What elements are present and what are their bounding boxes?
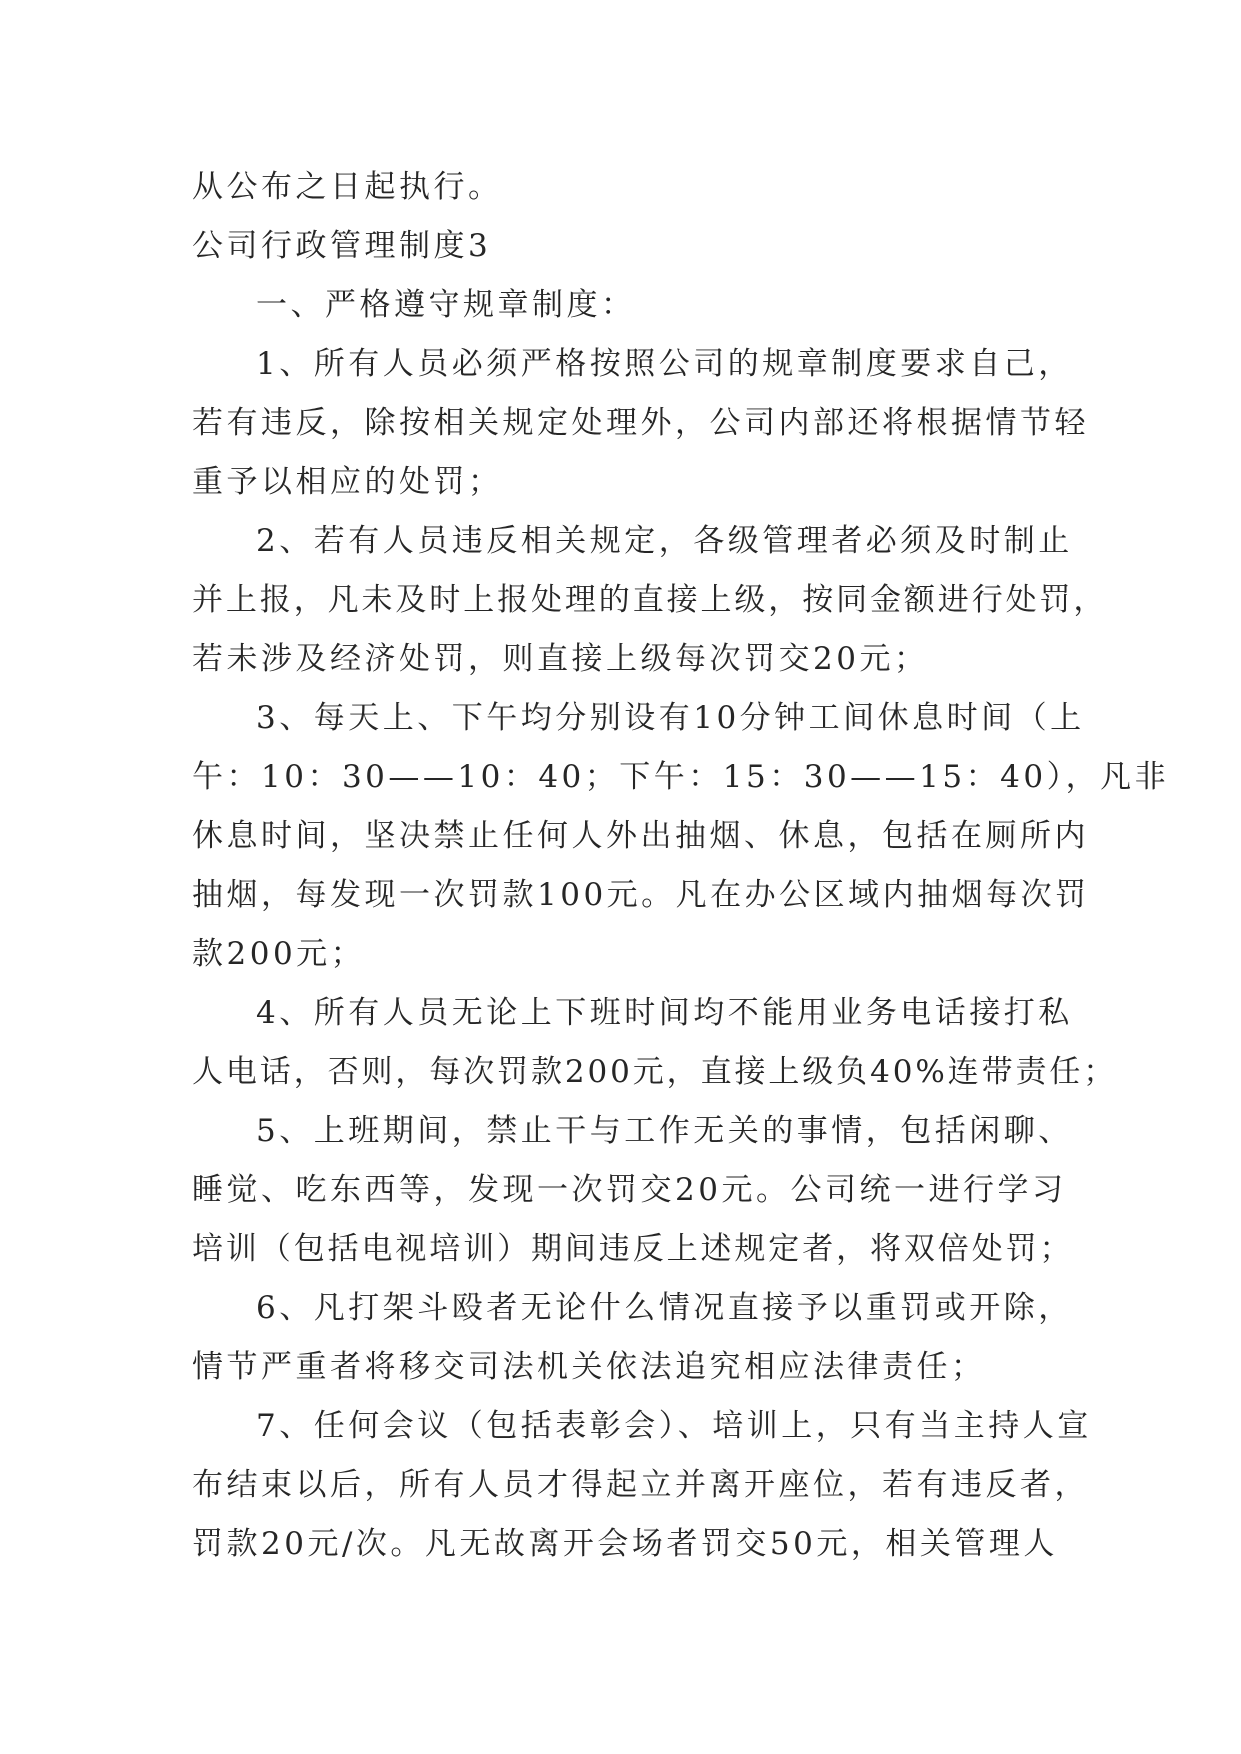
text-line: 人电话，否则，每次罚款200元，直接上级负40%连带责任； bbox=[192, 1054, 1118, 1090]
document-body bbox=[192, 158, 1170, 1574]
text-line: 6、凡打架斗殴者无论什么情况直接予以重罚或开除， bbox=[256, 1290, 1073, 1326]
document-title: 公司行政管理制度3 bbox=[192, 228, 492, 264]
text-line: 从公布之日起执行。 bbox=[192, 169, 503, 205]
text-line: 布结束以后，所有人员才得起立并离开座位，若有违反者， bbox=[192, 1467, 1089, 1503]
text-line: 4、所有人员无论上下班时间均不能用业务电话接打私 bbox=[256, 995, 1073, 1031]
paragraph-rule-5 bbox=[192, 1102, 1074, 1279]
text-line: 1、所有人员必须严格按照公司的规章制度要求自己， bbox=[256, 346, 1073, 382]
text-line: 并上报，凡未及时上报处理的直接上级，按同金额进行处罚， bbox=[192, 582, 1108, 618]
paragraph-rule-1 bbox=[192, 335, 1089, 512]
section-heading-text: 一、严格遵守规章制度： bbox=[256, 287, 636, 323]
text-line: 抽烟，每发现一次罚款100元。凡在办公区域内抽烟每次罚 bbox=[192, 877, 1090, 913]
text-line: 睡觉、吃东西等，发现一次罚交20元。公司统一进行学习 bbox=[192, 1172, 1067, 1208]
paragraph-rule-6 bbox=[192, 1279, 1073, 1397]
text-line: 若有违反，除按相关规定处理外，公司内部还将根据情节轻 bbox=[192, 405, 1089, 441]
text-line: 若未涉及经济处罚，则直接上级每次罚交20元； bbox=[192, 641, 929, 677]
text-line: 2、若有人员违反相关规定，各级管理者必须及时制止 bbox=[256, 523, 1073, 559]
text-line: 重予以相应的处罚； bbox=[192, 464, 503, 500]
paragraph-rule-3 bbox=[192, 689, 1170, 984]
paragraph-rule-4 bbox=[192, 984, 1118, 1102]
text-line: 休息时间，坚决禁止任何人外出抽烟、休息，包括在厕所内 bbox=[192, 818, 1089, 854]
text-line: 5、上班期间，禁止干与工作无关的事情，包括闲聊、 bbox=[256, 1113, 1073, 1149]
text-line: 款200元； bbox=[192, 936, 366, 972]
text-line: 午：10：30——10：40；下午：15：30——15：40），凡非 bbox=[192, 759, 1170, 795]
text-line: 培训（包括电视培训）期间违反上述规定者，将双倍处罚； bbox=[192, 1231, 1074, 1267]
paragraph-rule-7 bbox=[192, 1397, 1092, 1574]
section-heading bbox=[192, 276, 1052, 335]
text-line: 情节严重者将移交司法机关依法追究相应法律责任； bbox=[192, 1349, 986, 1385]
paragraph-rule-2 bbox=[192, 512, 1108, 689]
text-line: 7、任何会议（包括表彰会）、培训上，只有当主持人宣 bbox=[256, 1408, 1092, 1444]
text-line: 罚款20元/次。凡无故离开会场者罚交50元，相关管理人 bbox=[192, 1526, 1058, 1562]
intro-block bbox=[192, 158, 1052, 276]
text-line: 3、每天上、下午均分别设有10分钟工间休息时间（上 bbox=[256, 700, 1085, 736]
